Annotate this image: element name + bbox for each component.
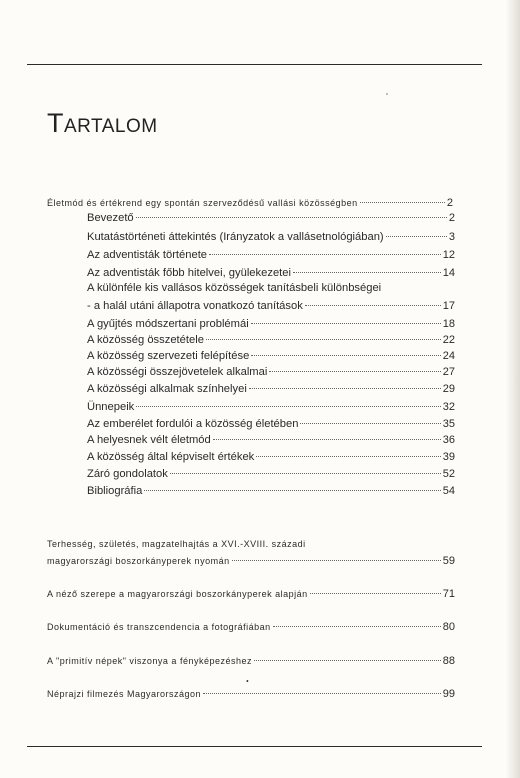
toc-item[interactable]: Ünnepeik 32 xyxy=(87,401,455,413)
dot-leader xyxy=(269,371,440,372)
dot-leader xyxy=(256,456,440,457)
toc-section-2[interactable]: magyarországi boszorkányperek nyomán 59 xyxy=(47,555,455,567)
top-rule xyxy=(27,64,482,65)
dot-leader xyxy=(136,217,447,218)
dot-leader xyxy=(273,626,441,627)
dot-leader xyxy=(251,355,440,356)
toc-section-5[interactable]: A "primitív népek" viszonya a fényképezéshez 88 xyxy=(47,655,455,667)
toc-item[interactable]: A közösség összetétele 22 xyxy=(87,334,455,346)
toc-item[interactable]: Az adventisták főbb hitelvei, gyülekezetei 14 xyxy=(87,267,455,279)
toc-item[interactable]: Záró gondolatok 52 xyxy=(87,468,455,480)
toc-page-number: 2 xyxy=(446,197,453,209)
dot-leader xyxy=(251,323,441,324)
dot-leader xyxy=(203,693,441,694)
toc-item[interactable]: A közösség által képviselt értékek 39 xyxy=(87,451,455,463)
dot-leader xyxy=(310,593,441,594)
toc-item[interactable]: Az adventisták története 12 xyxy=(87,249,455,261)
page-title: Tartalom xyxy=(47,108,158,138)
toc-section-2-title: Terhesség, születés, magzatelhajtás a XVI.-XVIII. századi xyxy=(47,539,306,549)
dot-leader xyxy=(144,490,440,491)
toc-item[interactable]: Kutatástörténeti áttekintés (Irányzatok a vallásetnológiában) 3 xyxy=(87,231,455,243)
dot-leader xyxy=(213,439,441,440)
dot-leader xyxy=(249,388,441,389)
bottom-rule xyxy=(27,746,482,747)
dot-leader xyxy=(232,560,441,561)
dot-leader xyxy=(136,406,440,407)
toc-item[interactable]: Az emberélet fordulói a közösség életében 35 xyxy=(87,418,455,430)
toc-item[interactable]: Bibliográfia 54 xyxy=(87,485,455,497)
toc-section-3[interactable]: A néző szerepe a magyarországi boszorkányperek alapján 71 xyxy=(47,588,455,600)
dot-leader xyxy=(293,272,441,273)
toc-item[interactable]: A gyűjtés módszertani problémái 18 xyxy=(87,318,455,330)
toc-item-line: A különféle kis vallásos közösségek tanításbeli különbségei xyxy=(87,282,382,294)
dot-leader xyxy=(254,660,441,661)
toc-item[interactable]: A közösség szervezeti felépítése 24 xyxy=(87,350,455,362)
toc-item[interactable]: Bevezető 2 xyxy=(87,212,455,224)
dot-leader xyxy=(305,305,441,306)
toc-item[interactable]: A helyesnek vélt életmód 36 xyxy=(87,434,455,446)
dot-leader xyxy=(170,473,441,474)
ornament-dot: • xyxy=(246,677,249,686)
dot-leader xyxy=(360,202,445,203)
toc-item[interactable]: - a halál utáni állapotra vonatkozó tanítások 17 xyxy=(87,300,455,312)
page-edge-shadow xyxy=(506,0,520,778)
paper-speck xyxy=(386,93,388,95)
toc-section-1[interactable] xyxy=(47,197,453,209)
dot-leader xyxy=(300,423,440,424)
toc-section-1-title: Életmód és értékrend egy spontán szerveződésű vallási közösségben xyxy=(47,198,358,208)
dot-leader xyxy=(386,236,447,237)
dot-leader xyxy=(209,254,441,255)
dot-leader xyxy=(206,339,441,340)
toc-item[interactable]: A közösségi összejövetelek alkalmai 27 xyxy=(87,366,455,378)
toc-section-4[interactable]: Dokumentáció és transzcendencia a fotográfiában 80 xyxy=(47,621,455,633)
toc-item[interactable]: A közösségi alkalmak színhelyei 29 xyxy=(87,383,455,395)
toc-section-6[interactable]: Néprajzi filmezés Magyarországon 99 xyxy=(47,688,455,700)
